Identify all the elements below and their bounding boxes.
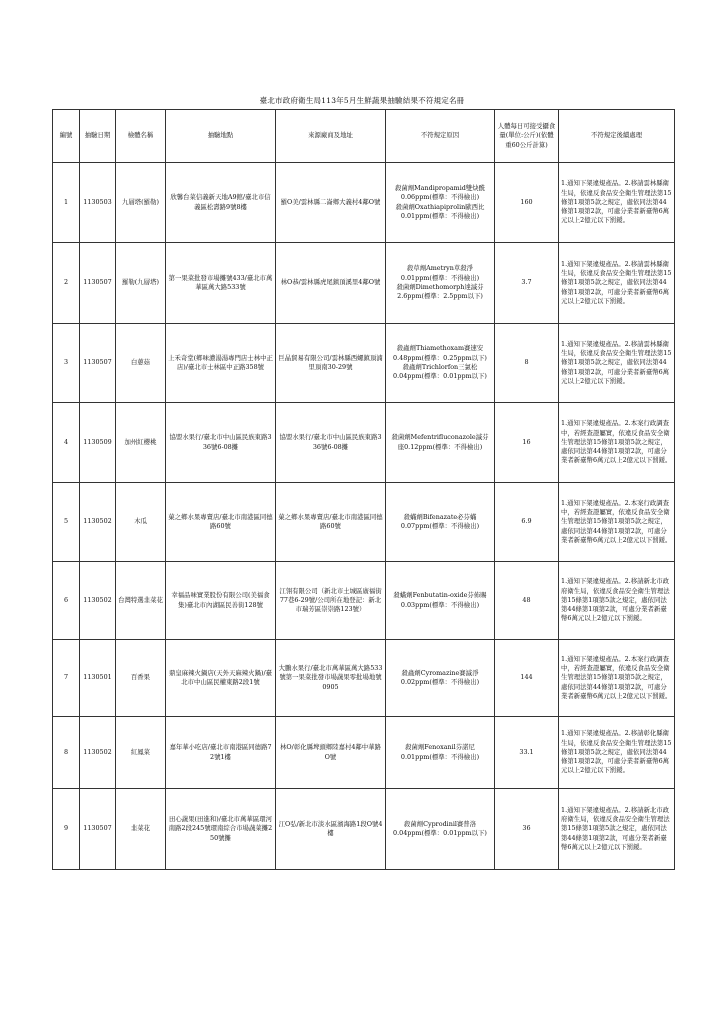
cell-intake: 160 [495, 163, 559, 243]
cell-followup: 1.通知下架違規產品。2.本案行政調查中，若經查證屬實，依違反食品安全衛生管理法第15條第1項第5款之規定，處依同法第44條第1項第2款，可處分業者新臺幣6萬元以上2億元以下罰鍰。 [559, 640, 675, 717]
cell-product: 台灣特選韭菜花 [116, 562, 166, 640]
reason-line: 殺菌劑Mefentrifluconazole滅芬 [391, 433, 489, 442]
cell-product: 紅鳳菜 [116, 717, 166, 789]
reason-line: 0.01ppm(標準：不得檢出) [400, 752, 480, 761]
reason-line: 0.04ppm(標準：0.01ppm以下) [393, 372, 487, 381]
cell-intake: 33.1 [495, 717, 559, 789]
table-row [53, 717, 675, 789]
header-source: 來源廠商及地址 [276, 110, 386, 163]
cell-no: 4 [53, 403, 80, 483]
cell-reason [386, 163, 495, 243]
cell-no: 9 [53, 789, 80, 870]
reason-line: 殺菌劑Fenoxanil芬諾尼 [405, 743, 475, 752]
cell-source: 江翎有限公司（新北市土城區廣福街77巷6-29號/公司所在地登記：新北市瑞芳區崇崇路123號） [276, 562, 386, 640]
cell-product: 木瓜 [116, 483, 166, 562]
table-row [53, 789, 675, 870]
reason-line: 座0.12ppm(標準：不得檢出) [397, 442, 483, 451]
cell-no: 1 [53, 163, 80, 243]
header-followup: 不符規定後續處理 [559, 110, 675, 163]
cell-intake: 16 [495, 403, 559, 483]
reason-line: 殺蟲劑Cyromazine賽滅淨 [401, 668, 479, 677]
cell-product: 加州紅櫻桃 [116, 403, 166, 483]
table-row [53, 562, 675, 640]
header-reason: 不符規定原因 [386, 110, 495, 163]
cell-date: 1130502 [80, 562, 116, 640]
reason-line: 2.6ppm(標準：2.5ppm以下) [397, 292, 483, 301]
reason-line: 0.04ppm(標準：0.01ppm以下) [393, 829, 487, 837]
cell-location: 協盟水果行/臺北市中山區民族東路336號6-08攤 [166, 403, 276, 483]
cell-source: 林O/彰化縣埤頭鄉陸嘉村4鄰中華路O號 [276, 717, 386, 789]
cell-source: 菓之鄉水果專賣店/臺北市南港區同德路60號 [276, 483, 386, 562]
cell-no: 3 [53, 324, 80, 403]
header-intake: 人體每日可接受攝食量(單位:公斤)(依體重60公斤計算) [495, 110, 559, 163]
reason-line: 殺菌劑Oxathiapiprolin歐西比 [395, 202, 485, 211]
reason-line: 殺菌劑Dimethomorph達滅芬 [396, 283, 484, 291]
cell-intake: 6.9 [495, 483, 559, 562]
header-no: 編號 [53, 110, 80, 163]
cell-date: 1130509 [80, 403, 116, 483]
cell-reason [386, 483, 495, 562]
cell-source: 巨晶貿易有限公司/雲林縣西螺鎮頂湳里頂南30-29號 [276, 324, 386, 403]
table-row [53, 483, 675, 562]
cell-source: 協盟水果行/臺北市中山區民族東路336號6-08攤 [276, 403, 386, 483]
table-row [53, 640, 675, 717]
cell-reason [386, 717, 495, 789]
reason-line: 0.48ppm(標準：0.25ppm以下) [393, 353, 487, 362]
cell-no: 6 [53, 562, 80, 640]
cell-followup: 1.通知下架違規產品。2.移請新北市政府衛生局，依違反食品安全衛生管理法第15條第1項第5款之規定，處依同法第44條第1項第2款，可處分業者新臺幣6萬元以上2億元以下罰鍰。 [559, 562, 675, 640]
cell-reason [386, 789, 495, 870]
table-row [53, 163, 675, 243]
reason-line: 0.03ppm(標準：不得檢出) [400, 600, 480, 609]
cell-date: 1130507 [80, 789, 116, 870]
cell-source: 林O恭/雲林縣虎尾鎮頂溪里4鄰O號 [276, 243, 386, 324]
table-header-row [53, 110, 675, 163]
reason-line: 0.02ppm(標準：不得檢出) [400, 678, 480, 686]
cell-followup: 1.通知下架違規產品。2.移請彰化縣衛生局，依違反食品安全衛生管理法第15條第1項第5款之規定，處依同法第44條第1項第2款，可處分業者新臺幣6萬元以上2億元以下罰鍰。 [559, 717, 675, 789]
cell-source: 羅O美/雲林縣二崙鄉大義村4鄰O號 [276, 163, 386, 243]
reason-line: 殺草劑Ametryn草殺淨 [406, 264, 474, 273]
cell-followup: 1.通知下架違規產品。2.移請雲林縣衛生局，依違反食品安全衛生管理法第15條第1項第5款之規定，處依同法第44條第1項第2款，可處分業者新臺幣6萬元以上2億元以下罰鍰。 [559, 324, 675, 403]
cell-followup: 1.通知下架違規產品。2.移請雲林縣衛生局，依違反食品安全衛生管理法第15條第1項第5款之規定，處依同法第44條第1項第2款，可處分業者新臺幣6萬元以上2億元以下罰鍰。 [559, 163, 675, 243]
cell-location: 田心蔬果(田進和)/臺北市萬華區環河南路2段245號環南綜合市場蔬菜攤250號攤 [166, 789, 276, 870]
header-date: 抽驗日期 [80, 110, 116, 163]
cell-no: 8 [53, 717, 80, 789]
cell-product: 白蔥菇 [116, 324, 166, 403]
cell-reason [386, 562, 495, 640]
reason-line: 殺蟲劑Trichlorfon三氯松 [402, 363, 478, 371]
cell-date: 1130502 [80, 483, 116, 562]
cell-no: 5 [53, 483, 80, 562]
cell-reason [386, 324, 495, 403]
cell-date: 1130507 [80, 243, 116, 324]
reason-line: 殺菌劑Cyprodinil賽普洛 [403, 819, 477, 828]
cell-followup: 1.通知下架違規產品。2.本案行政調查中，若經查證屬實，依違反食品安全衛生管理法第15條第1項第5款之規定，處依同法第44條第1項第2款，可處分業者新臺幣6萬元以上2億元以下罰鍰。 [559, 403, 675, 483]
reason-line: 0.06ppm(標準：不得檢出) [400, 193, 480, 202]
cell-followup: 1.通知下架違規產品。2.移請新北市政府衛生局，依違反食品安全衛生管理法第15條第1項第5款之規定，處依同法第44條第1項第2款，可處分業者新臺幣6萬元以上2億元以下罰鍰。 [559, 789, 675, 870]
cell-date: 1130501 [80, 640, 116, 717]
cell-product: 百香果 [116, 640, 166, 717]
cell-date: 1130507 [80, 324, 116, 403]
cell-followup: 1.通知下架違規產品。2.本案行政調查中，若經查證屬實，依違反食品安全衛生管理法第15條第1項第5款之規定，處依同法第44條第1項第2款，可處分業者新臺幣6萬元以上2億元以下罰鍰。 [559, 483, 675, 562]
cell-date: 1130503 [80, 163, 116, 243]
table-row [53, 403, 675, 483]
cell-product: 九層塔(羅勒) [116, 163, 166, 243]
cell-no: 2 [53, 243, 80, 324]
reason-line: 殺菌劑Mandipropamid雙炔酰 [394, 183, 486, 192]
cell-intake: 48 [495, 562, 559, 640]
table-row [53, 324, 675, 403]
reason-line: 殺蟲劑Thiamethoxam賽速安 [396, 344, 484, 353]
cell-reason [386, 640, 495, 717]
cell-location: 上禾奇堂(鄉味濃湯湯專門店士林中正店)/臺北市士林區中正路358號 [166, 324, 276, 403]
cell-intake: 8 [495, 324, 559, 403]
cell-location: 鼎皇麻辣火鍋店(天外天麻辣火鍋)/臺北市中山區民權東路2段1號 [166, 640, 276, 717]
reason-line: 0.01ppm(標準：不得檢出) [400, 273, 480, 282]
cell-location: 菓之鄉水果專賣店/臺北市南港區同德路60號 [166, 483, 276, 562]
document-title: 臺北市政府衛生局113年5月生鮮蔬果抽驗結果不符規定名冊 [259, 96, 465, 105]
reason-line: 殺蟎劑Bifenazate必芬蟎 [403, 512, 477, 521]
cell-reason [386, 243, 495, 324]
cell-reason [386, 403, 495, 483]
table-row [53, 243, 675, 324]
cell-location: 幸福品味實業股份有限公司(美福食集)臺北市內湖區民善街128號 [166, 562, 276, 640]
cell-date: 1130502 [80, 717, 116, 789]
cell-no: 7 [53, 640, 80, 717]
cell-product: 韭菜花 [116, 789, 166, 870]
cell-location: 第一果菜批發市場攤號433/臺北市萬華區萬大路533號 [166, 243, 276, 324]
cell-source: 大鵬水果行/臺北市萬華區萬大路533號第一果菜批發市場蔬果零批場地號0905 [276, 640, 386, 717]
reason-line: 殺蟎劑Fenbutatin-oxide芬佈賜 [393, 591, 487, 600]
cell-product: 羅勒(九層塔) [116, 243, 166, 324]
header-location: 抽驗地點 [166, 110, 276, 163]
header-product: 檢體名稱 [116, 110, 166, 163]
cell-location: 欣馨台菜信義新天地A9館/臺北市信義區松壽路9號8樓 [166, 163, 276, 243]
cell-intake: 36 [495, 789, 559, 870]
cell-intake: 3.7 [495, 243, 559, 324]
reason-line: 0.07ppm(標準：不得檢出) [400, 522, 480, 530]
cell-followup: 1.通知下架違規產品。2.移請雲林縣衛生局，依違反食品安全衛生管理法第15條第1項第5款之規定，處依同法第44條第1項第2款，可處分業者新臺幣6萬元以上2億元以下罰鍰。 [559, 243, 675, 324]
cell-location: 嘉年華小吃店/臺北市南港區同德路72號1樓 [166, 717, 276, 789]
reason-line: 0.01ppm(標準：不得檢出) [400, 211, 480, 220]
noncompliance-table [52, 109, 675, 870]
cell-intake: 144 [495, 640, 559, 717]
cell-source: 江O弘/新北市淡水區濱海路1段O號4樓 [276, 789, 386, 870]
